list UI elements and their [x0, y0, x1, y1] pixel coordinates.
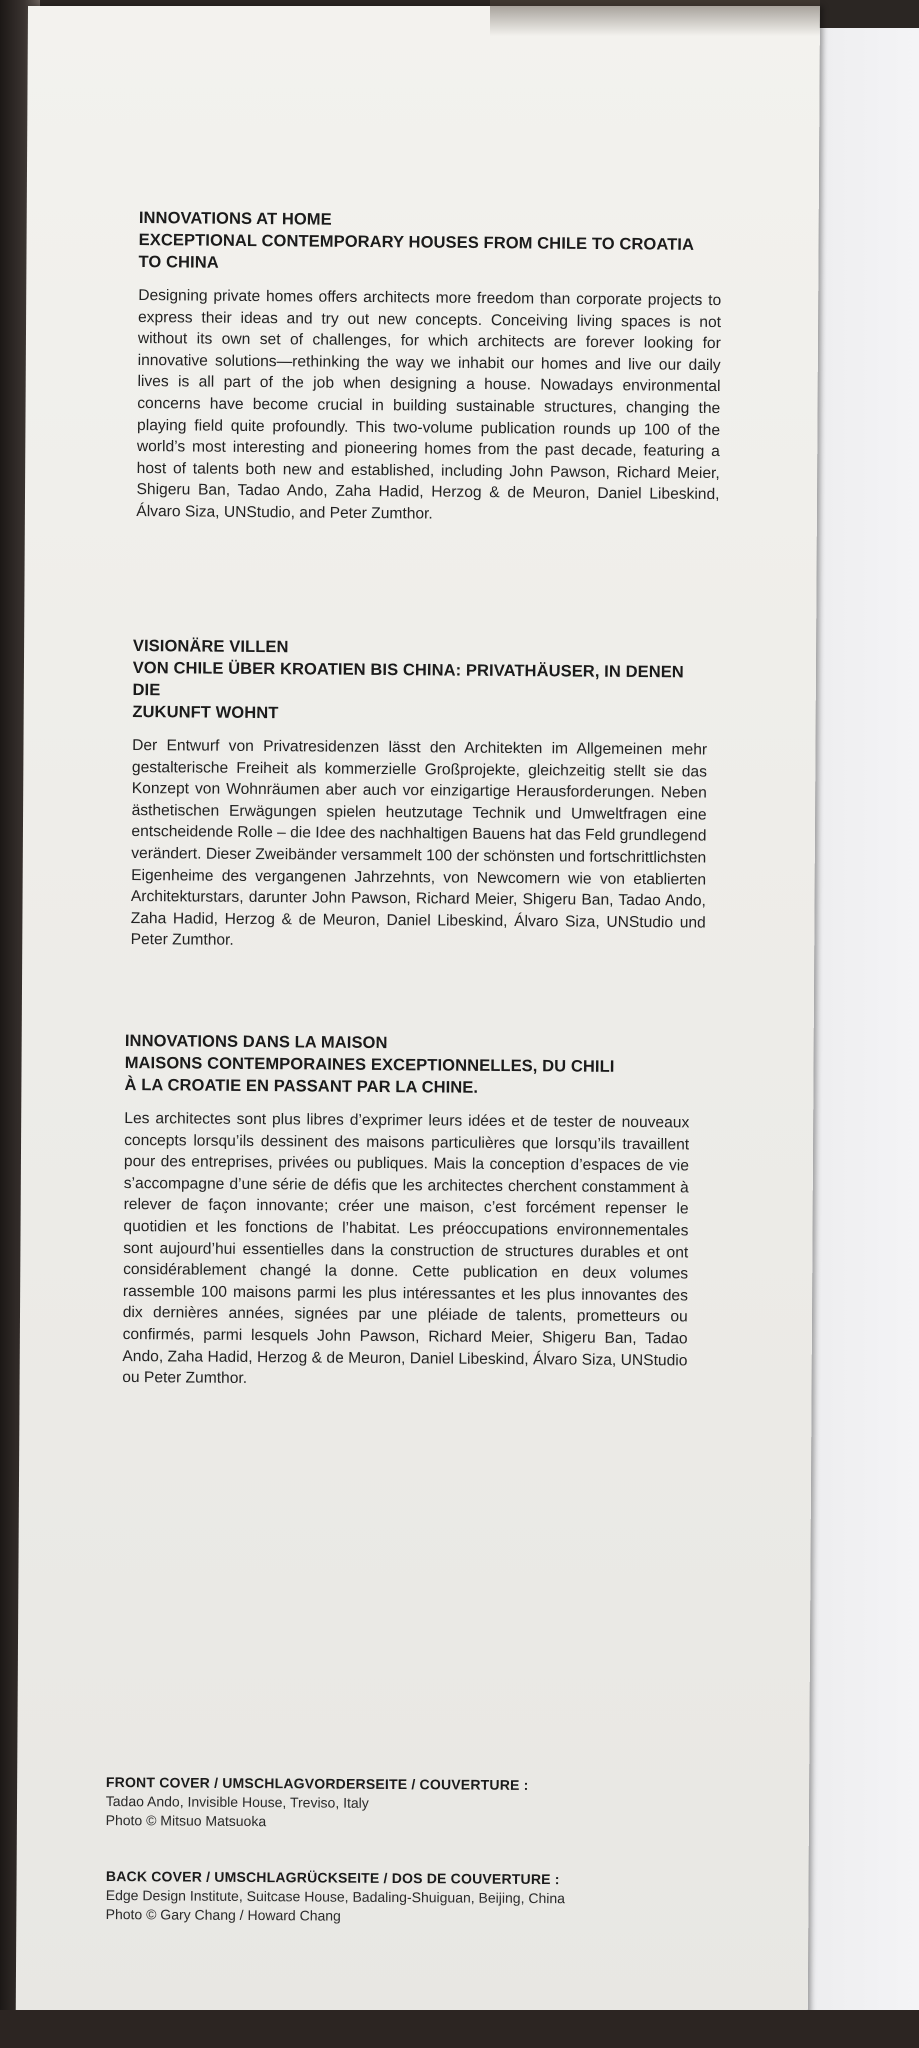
- body-de: Der Entwurf von Privatresidenzen lässt den Architekten im Allgemeinen mehr gestalterische Freiheit als kommerzielle Großprojekte, gleichzeitig stellt sie das Konzept von Wohnräumen aber auch vor einzigartige Herausforderungen. Neben ästhetischen Erwägungen spielen heutzutage Technik und Umweltfragen eine entscheidende Rolle – die Idee des nachhaltigen Bauens hat das Feld grundlegend verändert. Dieser Zweibänder versammelt 100 der schönsten und fortschrittlichsten Eigenheime des vergangenen Jahrzehnts, von Newcomern wie von etablierten Architekturstars, darunter John Pawson, Richard Meier, Shigeru Ban, Tadao Ando, Zaha Hadid, Herzog & de Meuron, Daniel Libeskind, Álvaro Siza, UNStudio und Peter Zumthor.: [130, 736, 708, 950]
- front-cover-photo-credit: Photo © Mitsuo Matsuoka: [105, 1811, 267, 1830]
- heading-fr-line-1: INNOVATIONS DANS LA MAISON: [124, 1031, 388, 1053]
- back-cover-credit: [106, 1866, 626, 1928]
- section-german: [131, 635, 708, 955]
- body-fr: Les architectes sont plus libres d’exprimer leurs idées et de tester de nouveaux concepts lorsqu’ils dessinent des maisons particulières que lorsqu’ils travaillent pour des entreprises, privées ou publiques. Mais la conception d’espaces de vie s’accompagne d’une série de défis que les architectes cherchent constamment à relever de façon innovante; créer une maison, c’est forcément repenser le quotidien et les fonctions de l’habitat. Les préoccupations environnementales sont aujourd’hui essentielles dans la construction de structures durables et ont considérablement changé la donne. Cette publication en deux volumes rassemble 100 maisons parmi les plus intéressantes et les plus innovantes des dix dernières années, signées par une pléiade de talents, prometteurs ou confirmés, parmi lesquels John Pawson, Richard Meier, Shigeru Ban, Tadao Ando, Zaha Hadid, Herzog & de Meuron, Daniel Libeskind, Álvaro Siza, UNStudio ou Peter Zumthor.: [122, 1109, 690, 1388]
- back-cover-label: BACK COVER / UMSCHLAGRÜCKSEITE / DOS DE COUVERTURE :: [105, 1868, 560, 1888]
- heading-de-line-2: VON CHILE ÜBER KROATIEN BIS CHINA: PRIVATHÄUSER, IN DENEN DIE: [132, 658, 684, 700]
- heading-fr-line-3: À LA CROATIE EN PASSANT PAR LA CHINE.: [124, 1075, 479, 1097]
- heading-de-line-1: VISIONÄRE VILLEN: [132, 636, 289, 657]
- back-cover-project: Edge Design Institute, Suitcase House, Badaling-Shuiguan, Beijing, China: [105, 1886, 566, 1907]
- back-cover-photo-credit: Photo © Gary Chang / Howard Chang: [105, 1905, 341, 1924]
- section-french: [122, 1030, 690, 1393]
- heading-en-line-2: EXCEPTIONAL CONTEMPORARY HOUSES FROM CHILE TO CROATIA: [138, 230, 695, 254]
- heading-fr-line-2: MAISONS CONTEMPORAINES EXCEPTIONNELLES, DU CHILI: [124, 1053, 615, 1076]
- heading-de-line-3: ZUKUNFT WOHNT: [132, 702, 279, 723]
- front-cover-credit: [106, 1772, 626, 1834]
- heading-en-line-3: TO CHINA: [138, 252, 219, 272]
- front-cover-label: FRONT COVER / UMSCHLAGVORDERSEITE / COUVERTURE :: [105, 1774, 529, 1793]
- heading-en-line-1: INNOVATIONS AT HOME: [138, 208, 332, 229]
- front-cover-project: Tadao Ando, Invisible House, Treviso, Italy: [105, 1792, 369, 1811]
- body-en: Designing private homes offers architects more freedom than corporate projects to express their ideas and try out new concepts. Conceiving living spaces is not without its own set of challenges, for which architects are forever looking for innovative solutions—rethinking the way we inhabit our homes and live our daily lives is all part of the job when designing a house. Nowadays environmental concerns have become crucial in building sustainable structures, changing the playing field quite profoundly. This two-volume publication rounds up 100 of the world’s most interesting and pioneering homes from the past decade, featuring a host of talents both new and established, including John Pawson, Richard Meier, Shigeru Ban, Tadao Ando, Zaha Hadid, Herzog & de Meuron, Daniel Libeskind, Álvaro Siza, UNStudio, and Peter Zumthor.: [136, 286, 722, 523]
- section-english: [136, 207, 722, 528]
